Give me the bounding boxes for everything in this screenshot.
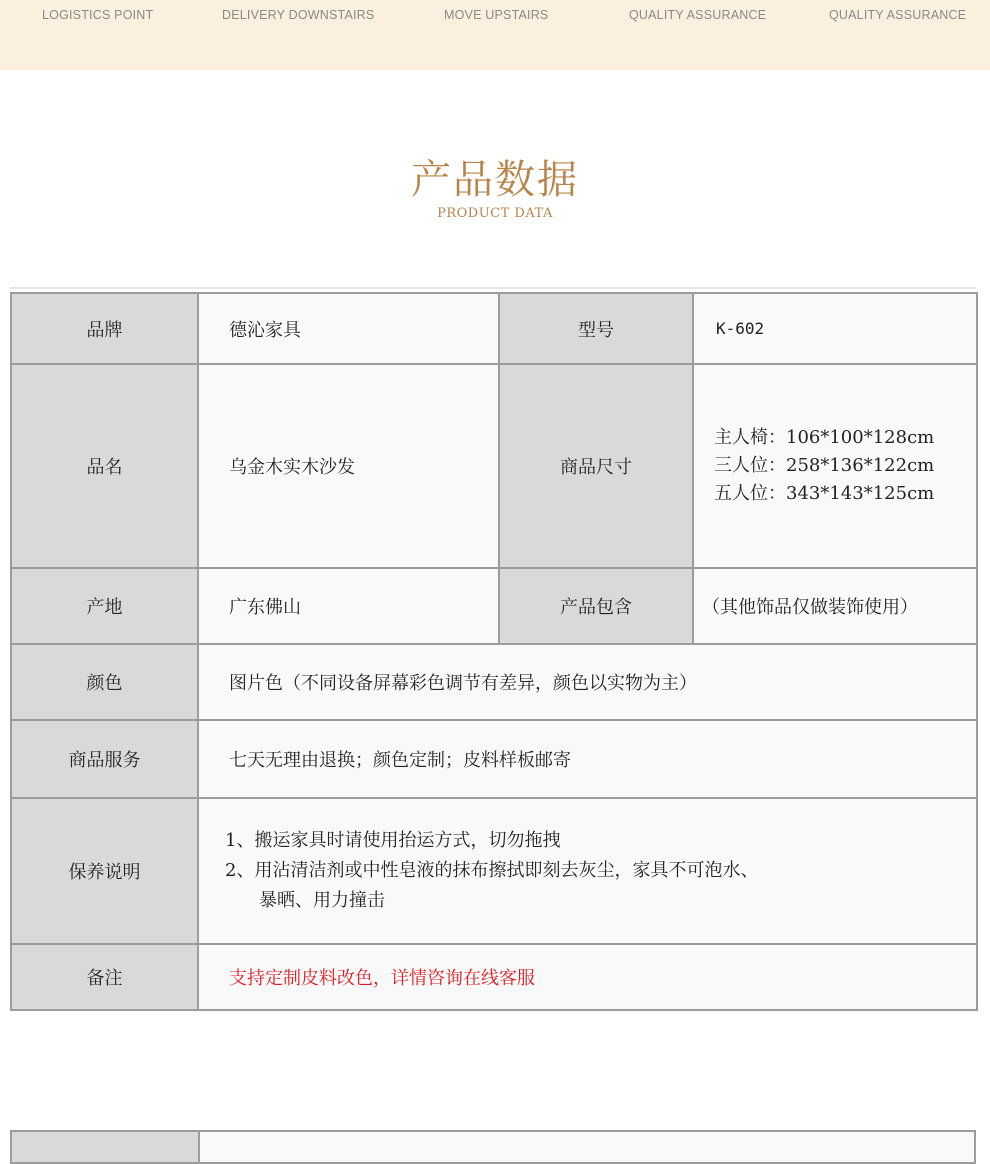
table-row <box>11 293 977 364</box>
care-line-1: 1、搬运家具时请使用抬运方式，切勿拖拽 <box>225 830 561 851</box>
table-top-rule <box>10 287 976 289</box>
service-value: 七天无理由退换；颜色定制；皮料样板邮寄 <box>198 720 977 798</box>
color-label: 颜色 <box>11 644 198 720</box>
care-instructions <box>198 798 977 944</box>
name-value: 乌金木实木沙发 <box>198 364 499 568</box>
care-line-3: 暴晒、用力撞击 <box>259 890 385 911</box>
banner-item-delivery: DELIVERY DOWNSTAIRS <box>222 8 375 22</box>
section-title: 产品数据 <box>411 157 579 203</box>
size-line-five-seat: 五人位：343*143*125cm <box>714 483 935 504</box>
table-row <box>11 720 977 798</box>
table-row <box>11 364 977 568</box>
banner-item-logistics: LOGISTICS POINT <box>42 8 154 22</box>
package-label: 产品包含 <box>499 568 693 644</box>
size-label: 商品尺寸 <box>499 364 693 568</box>
banner-item-quality-1: QUALITY ASSURANCE <box>629 8 767 22</box>
note-label: 备注 <box>11 944 198 1010</box>
color-value: 图片色（不同设备屏幕彩色调节有差异，颜色以实物为主） <box>198 644 977 720</box>
next-table-top <box>10 1130 976 1164</box>
package-value: （其他饰品仅做装饰使用） <box>693 568 977 644</box>
size-values <box>693 364 977 568</box>
table-row <box>11 644 977 720</box>
top-banner <box>0 0 990 70</box>
note-value: 支持定制皮料改色，详情咨询在线客服 <box>198 944 977 1010</box>
care-line-2: 2、用沾清洁剂或中性皂液的抹布擦拭即刻去灰尘，家具不可泡水、 <box>225 860 759 881</box>
next-table-label-cell <box>12 1132 200 1162</box>
table-row <box>11 944 977 1010</box>
brand-label: 品牌 <box>11 293 198 364</box>
model-value: K-602 <box>693 293 977 364</box>
banner-cut-text <box>30 0 180 2</box>
banner-item-quality-2: QUALITY ASSURANCE <box>829 8 967 22</box>
model-label: 型号 <box>499 293 693 364</box>
origin-label: 产地 <box>11 568 198 644</box>
origin-value: 广东佛山 <box>198 568 499 644</box>
table-row <box>11 568 977 644</box>
table-row <box>11 798 977 944</box>
brand-value: 德沁家具 <box>198 293 499 364</box>
service-label: 商品服务 <box>11 720 198 798</box>
name-label: 品名 <box>11 364 198 568</box>
care-label: 保养说明 <box>11 798 198 944</box>
banner-item-move: MOVE UPSTAIRS <box>444 8 549 22</box>
size-line-master-chair: 主人椅：106*100*128cm <box>714 427 935 448</box>
product-spec-table <box>10 292 978 1011</box>
section-subtitle: PRODUCT DATA <box>437 206 553 221</box>
size-line-three-seat: 三人位：258*136*122cm <box>714 455 935 476</box>
